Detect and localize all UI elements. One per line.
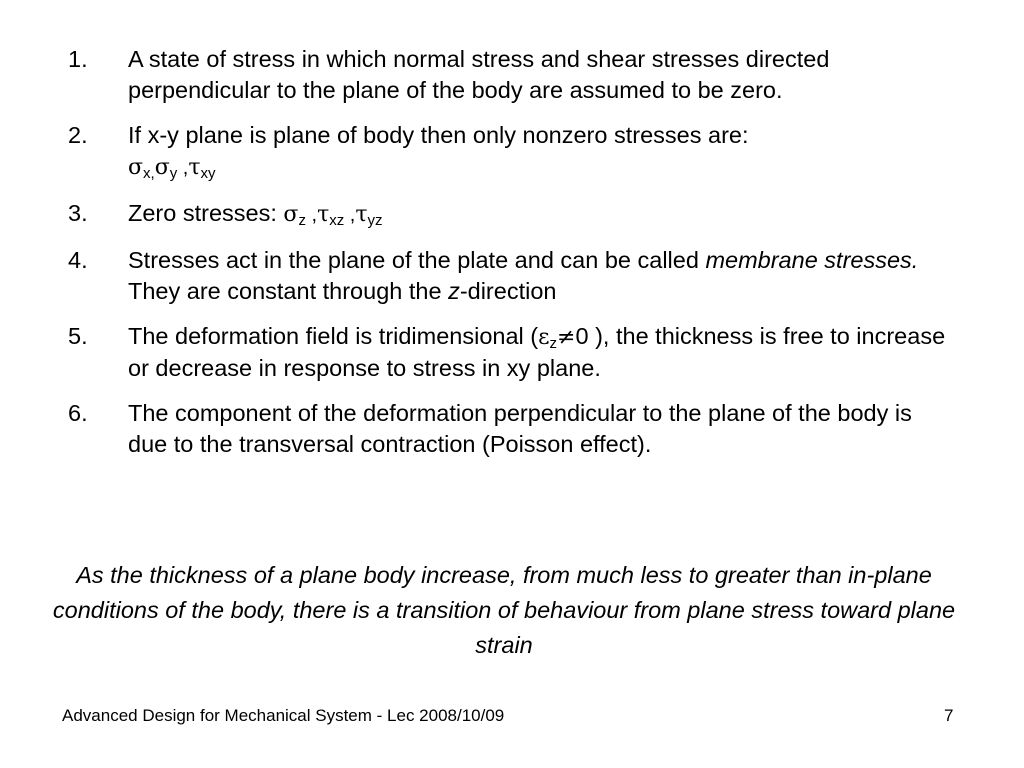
value-text: 0 bbox=[575, 323, 589, 349]
sigma-symbol: σ bbox=[283, 202, 299, 227]
tau-symbol: τ bbox=[355, 202, 368, 227]
list-item-number: 3. bbox=[68, 200, 88, 226]
subscript: xz bbox=[329, 212, 345, 229]
emphasis-text: membrane stresses. bbox=[705, 247, 919, 273]
list-item-text: The deformation field is tridimensional ( bbox=[128, 323, 539, 349]
list-item-number: 1. bbox=[68, 46, 88, 72]
tau-symbol: τ bbox=[188, 155, 201, 180]
subscript: z bbox=[298, 212, 306, 229]
list-item-text: Stresses act in the plane of the plate and can be called bbox=[128, 247, 706, 273]
sigma-symbol: σ bbox=[154, 155, 170, 180]
list-item-text: If x-y plane is plane of body then only nonzero stresses are: bbox=[128, 122, 749, 148]
tau-symbol: τ bbox=[317, 202, 330, 227]
list-item bbox=[68, 245, 948, 307]
footer-title: Advanced Design for Mechanical System - Lec 2008/10/09 bbox=[62, 706, 505, 725]
list-item-text: The component of the deformation perpendicular to the plane of the body is due to the transversal contraction (Poisson effect). bbox=[128, 400, 912, 457]
epsilon-symbol: ε bbox=[538, 325, 550, 350]
subscript: yz bbox=[367, 212, 383, 229]
separator: , bbox=[177, 157, 189, 179]
list-item-text: ), the thickness is free to increase or decrease in response to stress in xy plane. bbox=[128, 323, 946, 381]
list-item-text: Zero stresses: bbox=[128, 200, 284, 226]
conclusion-text: As the thickness of a plane body increase, from much less to greater than in-plane conditions of the body, there is a transition of behaviour from plane stress toward plane strain bbox=[52, 562, 956, 658]
subscript: z bbox=[549, 335, 558, 352]
list-item-number: 5. bbox=[68, 323, 88, 349]
subscript: xy bbox=[200, 165, 216, 182]
list-item-text: They are constant through the bbox=[128, 278, 449, 304]
subscript: y bbox=[169, 165, 178, 182]
not-equal-symbol: ≠ bbox=[557, 325, 576, 350]
separator: , bbox=[344, 204, 356, 226]
list-item bbox=[68, 321, 948, 384]
list-item-number: 2. bbox=[68, 122, 88, 148]
sigma-symbol: σ bbox=[128, 155, 144, 180]
subscript: x, bbox=[143, 165, 155, 182]
list-item-number: 6. bbox=[68, 400, 88, 426]
list-item bbox=[68, 198, 948, 231]
page-number: 7 bbox=[944, 706, 954, 725]
numbered-list bbox=[68, 44, 948, 474]
emphasis-text: z bbox=[448, 278, 460, 304]
list-item-number: 4. bbox=[68, 247, 88, 273]
list-item bbox=[68, 120, 948, 184]
separator: , bbox=[305, 204, 318, 226]
list-item-text: -direction bbox=[459, 278, 557, 304]
list-item-text: A state of stress in which normal stress and shear stresses directed perpendicular to the plane of the body are assumed to be zero. bbox=[128, 46, 830, 103]
list-item bbox=[68, 398, 948, 460]
list-item bbox=[68, 44, 948, 106]
